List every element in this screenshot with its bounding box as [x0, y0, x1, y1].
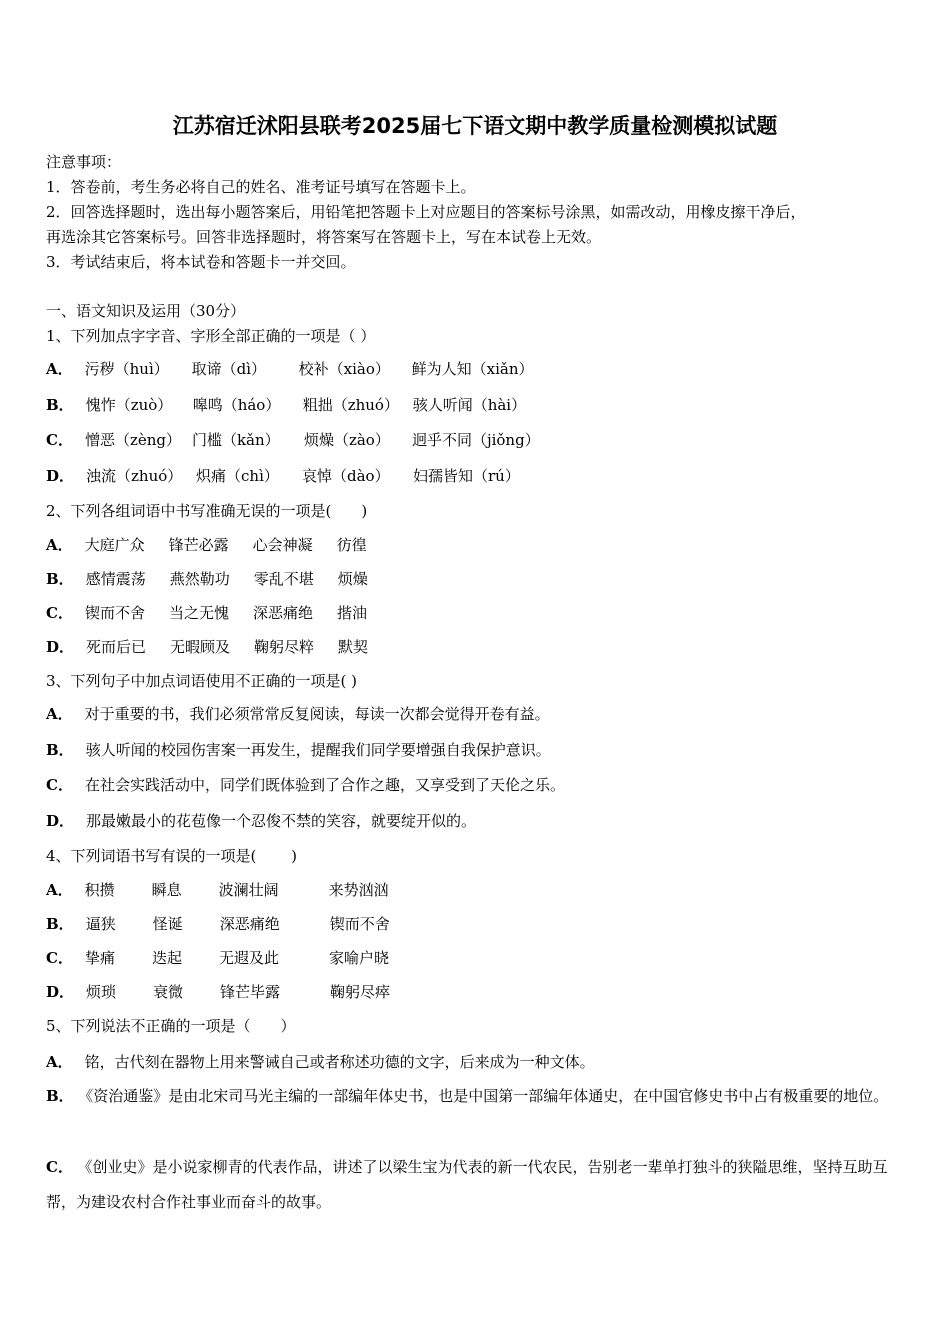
option-cell: 锋芒毕露	[220, 983, 281, 1001]
option-label: D．	[46, 467, 75, 485]
option-label: A．	[46, 705, 73, 723]
option-cell: 烦燥（zào）	[303, 431, 390, 449]
option-label: B．	[46, 741, 74, 759]
option-cell: 挚痛	[84, 949, 115, 967]
q1-option-a	[46, 359, 534, 379]
q2-option-a	[46, 535, 367, 555]
option-cell: 怪诞	[152, 915, 183, 933]
notice-item-2a: 2．回答选择题时，选出每小题答案后，用铅笔把答题卡上对应题目的答案标号涂黑，如需改动，用橡皮擦干净后，	[46, 203, 806, 221]
notice-item-1: 1．答卷前，考生务必将自己的姓名、准考证号填写在答题卡上。	[46, 178, 476, 196]
option-cell: 哀悼（dào）	[302, 467, 390, 485]
q3-option-a	[46, 704, 550, 724]
question-2-stem: 2、下列各组词语中书写准确无误的一项是( )	[46, 502, 368, 520]
option-cell: 锲而不舍	[84, 604, 145, 622]
option-text: 对于重要的书，我们必须常常反复阅读，每读一次都会觉得开卷有益。	[84, 705, 550, 723]
option-cell: 逼狭	[85, 915, 116, 933]
option-label: C．	[46, 1158, 73, 1176]
q4-option-c	[46, 948, 389, 968]
option-cell: 浊流（zhuó）	[86, 467, 183, 485]
q5-option-a	[46, 1052, 595, 1072]
option-cell: 深恶痛绝	[219, 915, 280, 933]
option-cell: 粗拙（zhuó）	[302, 396, 399, 414]
notice-item-2b: 再选涂其它答案标号。回答非选择题时，将答案写在答题卡上，写在本试卷上无效。	[46, 228, 602, 246]
option-label: A．	[46, 881, 73, 899]
q1-option-c	[46, 430, 540, 450]
option-cell: 锲而不舍	[329, 915, 390, 933]
question-5-stem: 5、下列说法不正确的一项是（ ）	[46, 1017, 296, 1035]
option-cell: 门槛（kǎn）	[191, 431, 280, 449]
q2-option-d	[46, 637, 368, 657]
page-title: 江苏宿迁沭阳县联考2025届七下语文期中教学质量检测模拟试题	[172, 114, 778, 138]
option-label: B．	[46, 396, 74, 414]
option-cell: 感情震荡	[85, 570, 146, 588]
option-cell: 炽痛（chì）	[196, 467, 279, 485]
q4-option-b	[46, 914, 390, 934]
q3-option-c	[46, 775, 565, 795]
q2-option-b	[46, 569, 368, 589]
option-cell: 心会神凝	[252, 536, 313, 554]
option-cell: 迭起	[151, 949, 182, 967]
option-cell: 无遐及此	[218, 949, 279, 967]
option-cell: 憎恶（zèng）	[84, 431, 181, 449]
option-label: B．	[46, 915, 74, 933]
option-cell: 大庭广众	[84, 536, 145, 554]
option-label: C．	[46, 431, 73, 449]
question-1-stem: 1、下列加点字字音、字形全部正确的一项是（ ）	[46, 327, 376, 345]
q2-option-c	[46, 603, 367, 623]
option-cell: 深恶痛绝	[252, 604, 313, 622]
option-cell: 揩油	[336, 604, 367, 622]
option-cell: 污秽（huì）	[84, 360, 169, 378]
option-label: D．	[46, 812, 75, 830]
option-label: B．	[46, 1087, 74, 1105]
notice-item-3: 3．考试结束后，将本试卷和答题卡一并交回。	[46, 253, 356, 271]
option-cell: 愧怍（zuò）	[85, 396, 173, 414]
option-cell: 来势汹汹	[328, 881, 389, 899]
section-heading: 一、语文知识及运用（30分）	[46, 302, 246, 320]
option-cell: 取谛（dì）	[191, 360, 267, 378]
option-cell: 零乱不堪	[253, 570, 314, 588]
q4-option-d	[46, 982, 390, 1002]
option-cell: 燕然勒功	[169, 570, 230, 588]
option-cell: 当之无愧	[168, 604, 229, 622]
q3-option-b	[46, 740, 551, 760]
option-cell: 积攒	[84, 881, 115, 899]
option-cell: 妇孺皆知（rú）	[413, 467, 520, 485]
option-cell: 鲜为人知（xiǎn）	[411, 360, 534, 378]
option-label: A．	[46, 1053, 73, 1071]
q1-option-b	[46, 395, 526, 415]
q4-option-a	[46, 880, 389, 900]
option-cell: 骇人听闻（hài）	[412, 396, 527, 414]
question-4-stem: 4、下列词语书写有误的一项是( )	[46, 847, 298, 865]
q3-option-d	[46, 811, 476, 831]
option-text: 骇人听闻的校园伤害案一再发生，提醒我们同学要增强自我保护意识。	[85, 741, 551, 759]
notice-heading: 注意事项：	[46, 153, 122, 171]
question-3-stem: 3、下列句子中加点词语使用不正确的一项是( )	[46, 672, 358, 690]
option-cell: 校补（xiào）	[298, 360, 390, 378]
q1-option-d	[46, 466, 520, 486]
option-label: C．	[46, 776, 73, 794]
option-cell: 衰微	[153, 983, 184, 1001]
option-label: B．	[46, 570, 74, 588]
option-text: 《创业史》是小说家柳青的代表作品，讲述了以梁生宝为代表的新一代农民，告别老一辈单打独斗的狭隘思维，坚持互助互帮，为建设农村合作社事业而奋斗的故事。	[46, 1158, 888, 1211]
option-label: A．	[46, 536, 73, 554]
option-cell: 家喻户晓	[328, 949, 389, 967]
option-cell: 锋芒必露	[168, 536, 229, 554]
option-label: C．	[46, 604, 73, 622]
option-cell: 烦琐	[86, 983, 117, 1001]
option-text: 那最嫩最小的花苞像一个忍俊不禁的笑容，就要绽开似的。	[86, 812, 477, 830]
option-cell: 默契	[338, 638, 369, 656]
option-text: 铭，古代刻在器物上用来警诫自己或者称述功德的文字，后来成为一种文体。	[84, 1053, 595, 1071]
option-label: D．	[46, 638, 75, 656]
option-text: 在社会实践活动中，同学们既体验到了合作之趣，又享受到了天伦之乐。	[84, 776, 565, 794]
q5-option-c	[46, 1150, 908, 1220]
q5-option-b	[46, 1079, 908, 1114]
option-cell: 嗥鸣（háo）	[192, 396, 281, 414]
option-label: D．	[46, 983, 75, 1001]
option-cell: 迥乎不同（jiǒng）	[411, 431, 540, 449]
option-cell: 鞠躬尽粹	[254, 638, 315, 656]
option-cell: 彷徨	[336, 536, 367, 554]
option-cell: 波澜壮阔	[218, 881, 279, 899]
option-text: 《资治通鉴》是由北宋司马光主编的一部编年体史书，也是中国第一部编年体通史，在中国官修史书中占有极重要的地位。	[85, 1087, 889, 1105]
option-cell: 无暇顾及	[170, 638, 231, 656]
option-cell: 瞬息	[151, 881, 182, 899]
option-cell: 烦燥	[337, 570, 368, 588]
option-label: A．	[46, 360, 73, 378]
option-label: C．	[46, 949, 73, 967]
option-cell: 鞠躬尽瘁	[330, 983, 391, 1001]
option-cell: 死而后已	[86, 638, 147, 656]
